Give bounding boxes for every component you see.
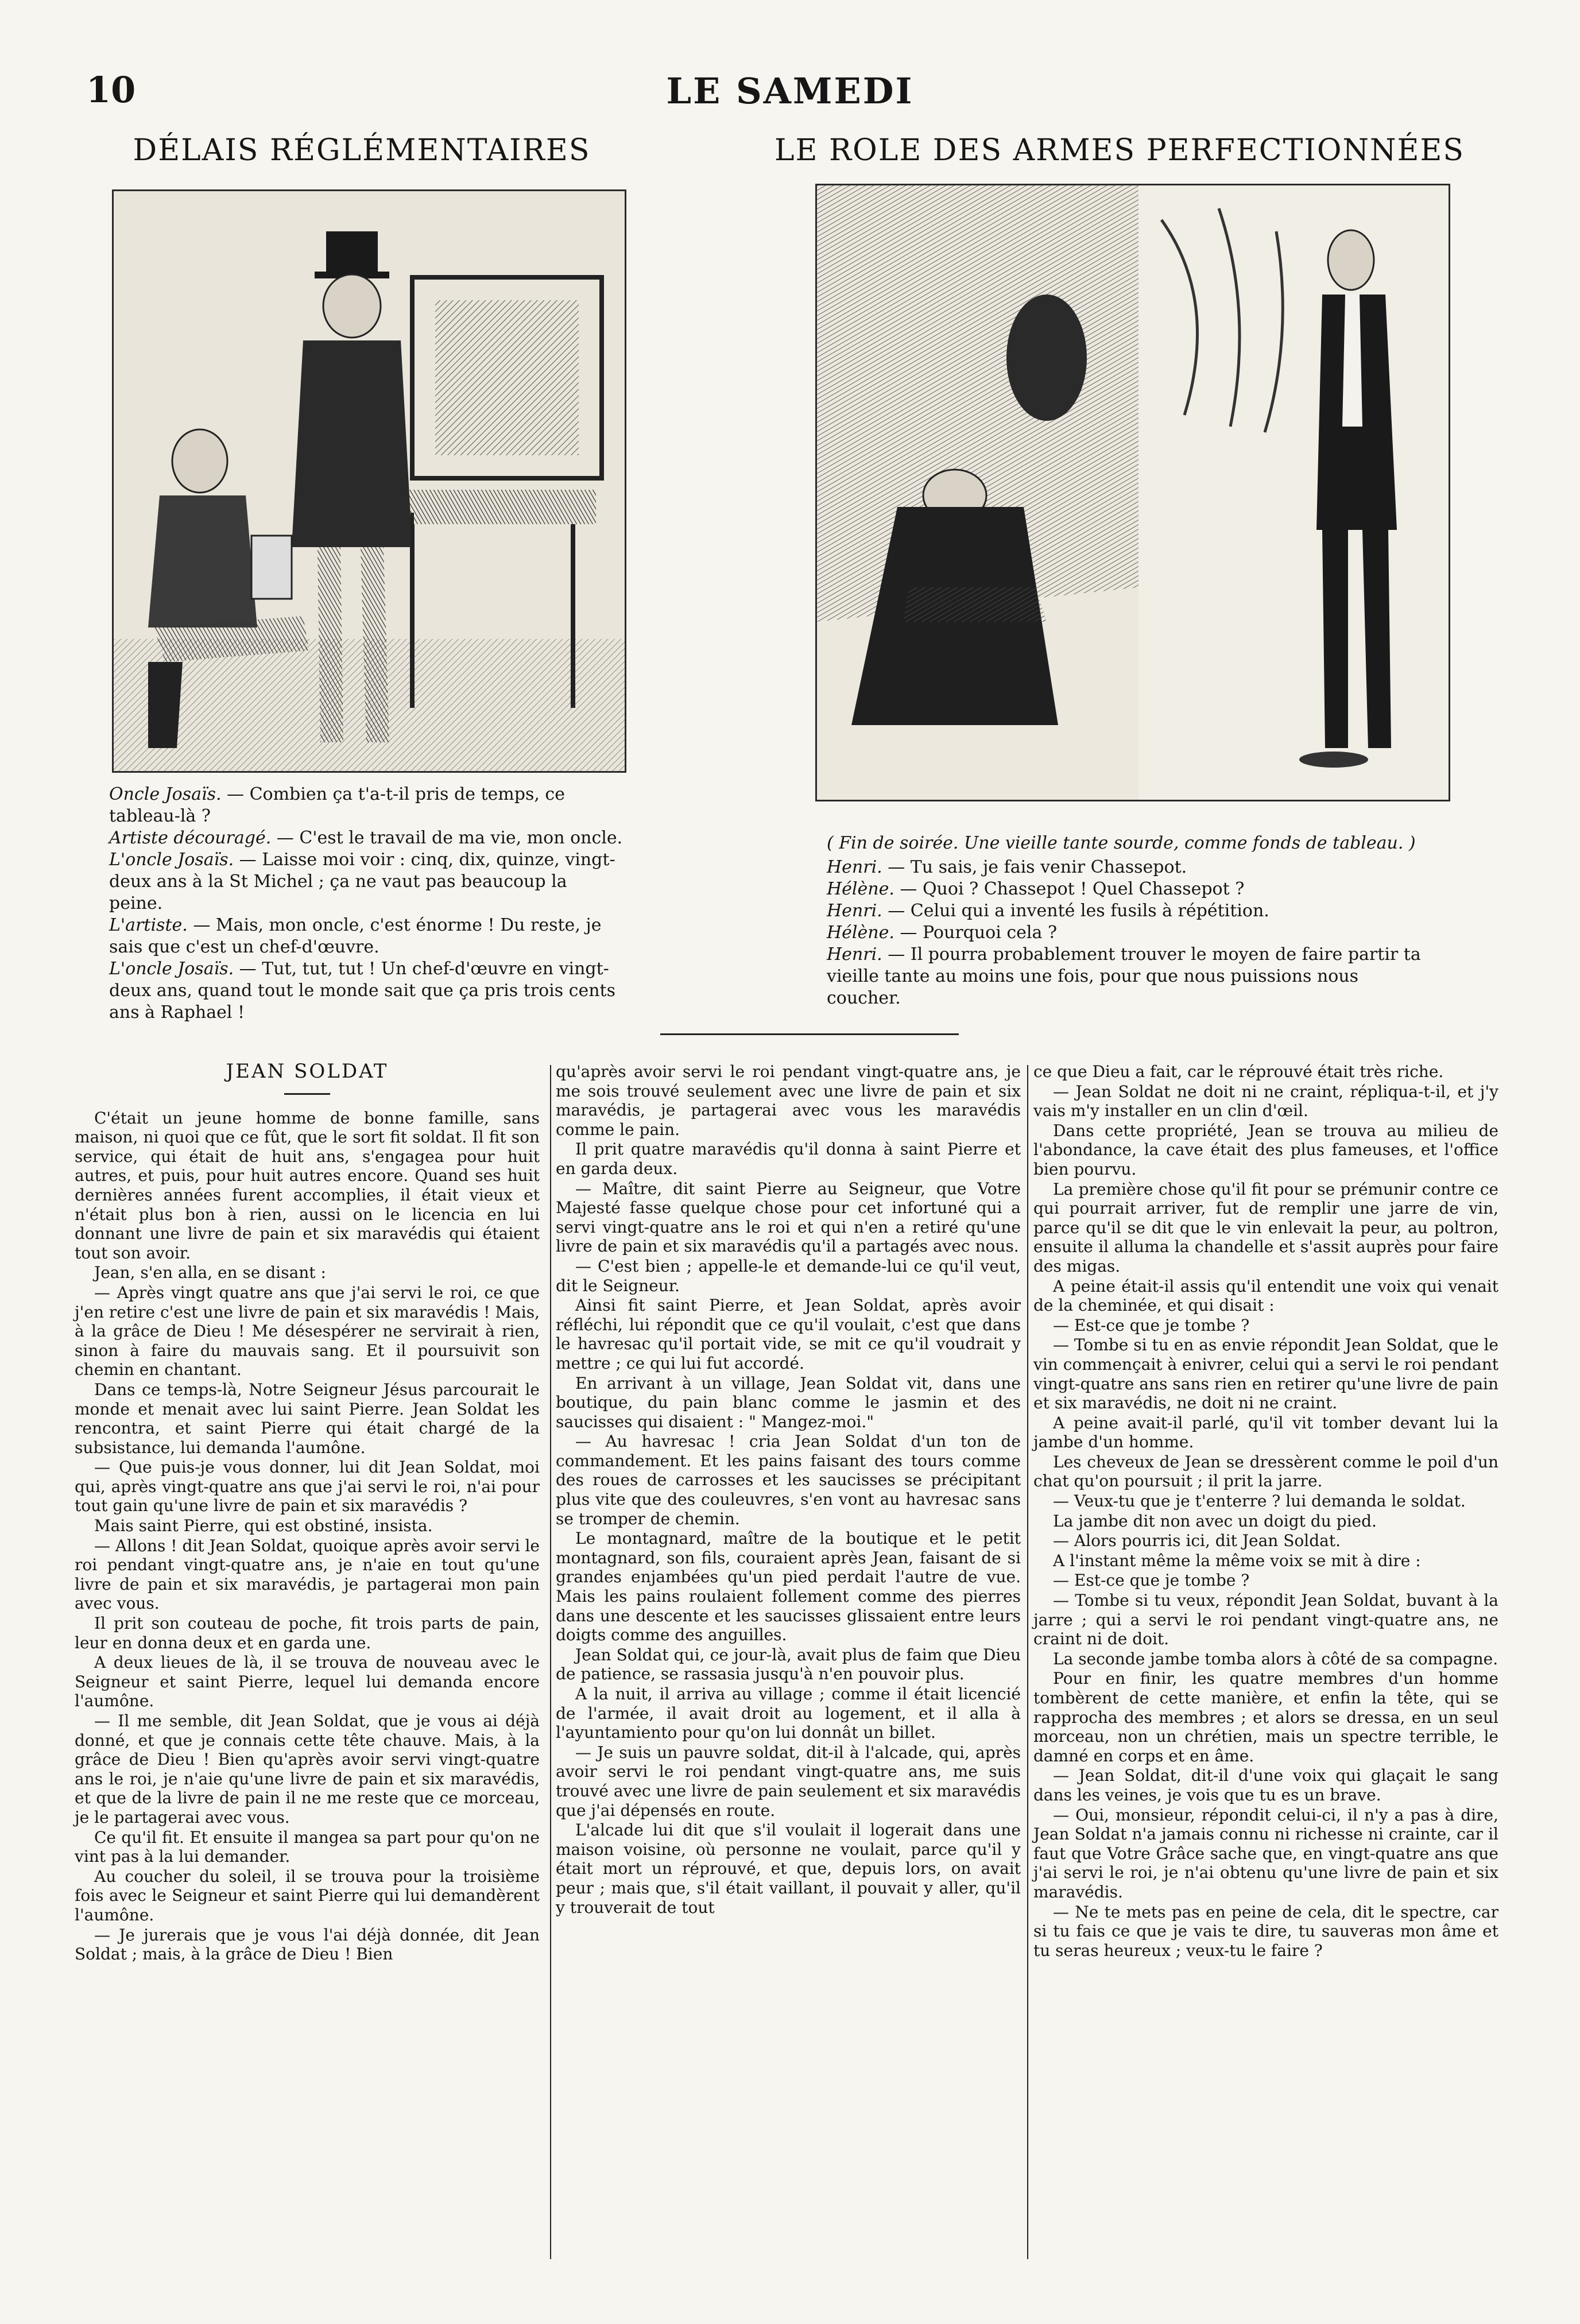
title-rule xyxy=(284,1093,330,1095)
caption-text: — Il pourra probablement trouver le moyen de faire partir ta vieille tante au moins une fois, pour que nous puissions nous coucher. xyxy=(827,944,1421,1008)
paragraph: Ce qu'il fit. Et ensuite il mangea sa part pour qu'on ne vint pas à la lui demander. xyxy=(75,1827,540,1866)
salon-engraving xyxy=(817,185,1449,800)
paragraph: — Que puis-je vous donner, lui dit Jean Soldat, moi qui, après vingt-quatre ans que j'ai servi le roi, n'ai pour tout gain qu'une livre de pain et six maravédis ? xyxy=(75,1458,540,1516)
right-cartoon-title: LE ROLE DES ARMES PERFECTIONNÉES xyxy=(774,133,1465,168)
paragraph: La première chose qu'il fit pour se prémunir contre ce qui pourrait arriver, fut de remplir une jarre de vin, parce qu'il se dit que le vin enlevait la peur, au poltron, ensuite il alluma la chandelle et s'assit auprès pour faire des migas. xyxy=(1033,1179,1498,1276)
paragraph: — Veux-tu que je t'enterre ? lui demanda le soldat. xyxy=(1053,1492,1466,1511)
speaker-label: Hélène. xyxy=(827,923,894,943)
speaker-label: Henri. xyxy=(827,857,882,877)
paragraph: — Tombe si tu en as envie répondit Jean Soldat, que le vin commençait à enivrer, celui qui a servi le roi pendant vingt-quatre ans sans rien en retirer qu'une livre de pain et six maravédis, ne doit ni ne craint. xyxy=(1033,1335,1498,1413)
paragraph: — Maître, dit saint Pierre au Seigneur, que Votre Majesté fasse quelque chose pour cet infortuné qui a servi vingt-quatre ans le roi et qui n'en a retiré qu'une livre de pain et six maravédis qu'il a partagés avec nous. xyxy=(556,1179,1021,1256)
paragraph: Les cheveux de Jean se dressèrent comme le poil d'un chat qu'on poursuit ; il prit la jarre. xyxy=(1033,1452,1498,1491)
caption-line xyxy=(827,900,1435,922)
caption-line xyxy=(109,849,626,915)
column-text xyxy=(1033,1062,1498,1960)
paragraph: L'alcade lui dit que s'il voulait il logerait dans une maison voisine, où personne ne voulait, parce qu'il y était mort un réprouvé, et que, depuis lors, on avait peur ; mais que, s'il était vaillant, il pouvait y aller, qu'il y trouverait de tout xyxy=(556,1821,1021,1917)
paragraph: A l'instant même la même voix se mit à dire : xyxy=(1053,1551,1421,1570)
speaker-label: Artiste découragé. xyxy=(109,828,272,848)
paragraph: Au coucher du soleil, il se trouva pour la troisième fois avec le Seigneur et saint Pierre qui lui demandèrent l'aumône. xyxy=(75,1866,540,1924)
paragraph: — Tombe si tu veux, répondit Jean Soldat, buvant à la jarre ; qui a servi le roi pendant vingt-quatre ans, ne craint ni de doit. xyxy=(1033,1591,1498,1649)
paragraph: Ainsi fit saint Pierre, et Jean Soldat, après avoir réfléchi, lui répondit que ce qu'il voulait, c'est que dans le havresac qu'il portait vide, se mit ce qu'il voudrait y mettre ; ce qui lui fut accordé. xyxy=(556,1296,1021,1373)
paragraph: En arrivant à un village, Jean Soldat vit, dans une boutique, du pain blanc comme le jasmin et des saucisses qui disaient : " Mangez-moi." xyxy=(556,1373,1021,1431)
caption-line xyxy=(109,827,626,849)
paragraph: — Je suis un pauvre soldat, dit-il à l'alcade, qui, après avoir servi le roi pendant vingt-quatre ans, me suis trouvé avec une livre de pain seulement et six maravédis que j'ai dépensés en route. xyxy=(556,1742,1021,1820)
caption-text: — Laisse moi voir : cinq, dix, quinze, vingt-deux ans à la St Michel ; ça ne vaut pas beaucoup la peine. xyxy=(109,850,615,913)
column-rule xyxy=(550,1065,551,2259)
masthead: LE SAMEDI xyxy=(666,70,914,112)
caption-text: — Mais, mon oncle, c'est énorme ! Du reste, je sais que c'est un chef-d'œuvre. xyxy=(109,915,602,957)
paragraph: Le montagnard, maître de la boutique et le petit montagnard, son fils, couraient après Jean, faisant de si grandes enjambées qu'un pied perdait l'autre de vue. Mais les pains roulaient follement comme des pierres dans une descente et les saucisses glissaient entre leurs doigts comme des anguilles. xyxy=(556,1529,1021,1645)
speaker-label: L'oncle Josaïs. xyxy=(109,959,234,979)
column-text xyxy=(556,1062,1021,1917)
paragraph: — Au havresac ! cria Jean Soldat d'un ton de commandement. Et les pains faisant des tours comme des roues de carrosses et les saucisses se précipitant plus vite que des couleuvres, s'en vont au havresac sans se tromper de chemin. xyxy=(556,1432,1021,1528)
story-column-3 xyxy=(1033,1062,1498,1961)
paragraph: — Alors pourris ici, dit Jean Soldat. xyxy=(1053,1531,1341,1551)
caption-line xyxy=(109,784,626,827)
paragraph: — Est-ce que je tombe ? xyxy=(1053,1571,1250,1590)
paragraph: Pour en finir, les quatre membres d'un homme tombèrent de cette manière, et enfin la tête, qui se rapprocha des membres ; et alors se dressa, en un seul morceau, non un chrétien, mais un spectre terrible, le damné en corps et en âme. xyxy=(1033,1669,1498,1765)
speaker-label: Henri. xyxy=(827,944,882,965)
story-column-1 xyxy=(75,1062,540,1965)
left-cartoon-title: DÉLAIS RÉGLÉMENTAIRES xyxy=(133,133,591,168)
paragraph: — Je jurerais que je vous l'ai déjà donnée, dit Jean Soldat ; mais, à la grâce de Dieu ! Bien xyxy=(75,1925,540,1964)
caption-line xyxy=(827,922,1435,944)
speaker-label: L'oncle Josaïs. xyxy=(109,850,234,870)
caption-line xyxy=(827,944,1435,1009)
left-cartoon-picture xyxy=(112,189,626,773)
paragraph: — Oui, monsieur, répondit celui-ci, il n'y a pas à dire, Jean Soldat n'a jamais connu ni richesse ni crainte, car il faut que Votre Grâce sache que, en vingt-quatre ans que j'ai servi le roi, je n'ai obtenu qu'une livre de pain et six maravédis. xyxy=(1033,1805,1498,1901)
column-rule xyxy=(1027,1065,1028,2259)
speaker-label: L'artiste. xyxy=(109,915,188,935)
caption-text: — Celui qui a inventé les fusils à répétition. xyxy=(882,901,1269,921)
paragraph: — Jean Soldat ne doit ni ne craint, répliqua-t-il, et j'y vais m'y installer en un clin d'œil. xyxy=(1033,1082,1498,1121)
caption-text: — C'est le travail de ma vie, mon oncle. xyxy=(271,828,623,848)
caption-line xyxy=(109,915,626,958)
paragraph: — Il me semble, dit Jean Soldat, que je vous ai déjà donné, et que je connais cette tête chauve. Mais, à la grâce de Dieu ! Bien qu'après avoir servi vingt-quatre ans le roi, je n'aie qu'une livre de pain et six maravédis, et que de la livre de pain il ne me reste que ce morceau, je le partagerai avec vous. xyxy=(75,1711,540,1827)
paragraph: — Est-ce que je tombe ? xyxy=(1053,1315,1250,1335)
caption-text: — Pourquoi cela ? xyxy=(894,923,1058,943)
studio-engraving xyxy=(114,191,625,771)
caption-intro: ( Fin de soirée. Une vieille tante sourde, comme fonds de tableau. ) xyxy=(827,833,1416,853)
paragraph: Jean, s'en alla, en se disant : xyxy=(94,1263,326,1283)
caption-line xyxy=(827,857,1435,878)
paragraph: Jean Soldat qui, ce jour-là, avait plus de faim que Dieu de patience, se rassasia jusqu'à n'en pouvoir plus. xyxy=(556,1645,1021,1684)
page-number: 10 xyxy=(86,69,136,111)
paragraph: Dans ce temps-là, Notre Seigneur Jésus parcourait le monde et menait avec lui saint Pierre. Jean Soldat les rencontra, et saint Pierre qui était chargé de la subsistance, lui demanda l'aumône. xyxy=(75,1380,540,1457)
caption-text: — Combien ça t'a-t-il pris de temps, ce tableau-là ? xyxy=(109,784,565,826)
speaker-label: Henri. xyxy=(827,901,882,921)
paragraph: Dans cette propriété, Jean se trouva au milieu de l'abondance, la cave était des plus fameuses, et l'office bien pourvu. xyxy=(1033,1121,1498,1179)
right-cartoon-caption xyxy=(827,832,1435,1009)
right-cartoon-picture xyxy=(815,184,1450,801)
paragraph: C'était un jeune homme de bonne famille, sans maison, ni quoi que ce fût, que le sort fit soldat. Il fit son service, qui était de huit ans, s'engagea pour huit autres, et puis, pour huit autres encore. Quand ses huit dernières années furent accomplies, il était vieux et n'était plus bon à rien, aussi on le licencia en lui donnant une livre de pain et six maravédis qui étaient tout son avoir. xyxy=(75,1108,540,1262)
paragraph: A la nuit, il arriva au village ; comme il était licencié de l'armée, il avait droit au logement, et il alla à l'ayuntamiento pour qu'on lui donnât un billet. xyxy=(556,1684,1021,1742)
caption-line xyxy=(827,878,1435,900)
paragraph: — Ne te mets pas en peine de cela, dit le spectre, car si tu fais ce que je vais te dire, tu sauveras mon âme et tu seras heureux ; veux-tu le faire ? xyxy=(1033,1902,1498,1960)
speaker-label: Oncle Josaïs. xyxy=(109,784,222,804)
story-column-2 xyxy=(556,1062,1021,1918)
paragraph: — C'est bien ; appelle-le et demande-lui ce qu'il veut, dit le Seigneur. xyxy=(556,1256,1021,1295)
paragraph: — Jean Soldat, dit-il d'une voix qui glaçait le sang dans les veines, je vois que tu es un brave. xyxy=(1033,1766,1498,1804)
left-cartoon-caption xyxy=(109,784,626,1024)
paragraph: Il prit son couteau de poche, fit trois parts de pain, leur en donna deux et en garda une. xyxy=(75,1614,540,1652)
column-text xyxy=(75,1109,540,1964)
paragraph: La jambe dit non avec un doigt du pied. xyxy=(1053,1511,1377,1531)
caption-text: — Tu sais, je fais venir Chassepot. xyxy=(882,857,1187,877)
caption-text: — Quoi ? Chassepot ! Quel Chassepot ? xyxy=(894,879,1245,899)
paragraph: — Allons ! dit Jean Soldat, quoique après avoir servi le roi pendant vingt-quatre ans, je n'aie en tout qu'une livre de pain et six maravédis, je partagerai mon pain avec vous. xyxy=(75,1536,540,1613)
paragraph: qu'après avoir servi le roi pendant vingt-quatre ans, je me sois trouvé seulement avec une livre de pain et six maravédis, je partagerai avec vous les maravédis comme le pain. xyxy=(556,1062,1021,1139)
paragraph: Mais saint Pierre, qui est obstiné, insista. xyxy=(94,1516,433,1536)
caption-line xyxy=(109,958,626,1024)
section-divider xyxy=(660,1033,959,1035)
paragraph: — Après vingt quatre ans que j'ai servi le roi, ce que j'en retire c'est une livre de pain et six maravédis ! Mais, à la grâce de Dieu ! Me désespérer ne servirait à rien, sinon à faire du mauvais sang. Et il poursuivit son chemin en chantant. xyxy=(75,1283,540,1380)
paragraph: A peine était-il assis qu'il entendit une voix qui venait de la cheminée, et qui disait : xyxy=(1033,1276,1498,1315)
paragraph: A peine avait-il parlé, qu'il vit tomber devant lui la jambe d'un homme. xyxy=(1033,1413,1498,1452)
paragraph: A deux lieues de là, il se trouva de nouveau avec le Seigneur et saint Pierre, lequel lui demanda encore l'aumône. xyxy=(75,1653,540,1711)
paragraph: Il prit quatre maravédis qu'il donna à saint Pierre et en garda deux. xyxy=(556,1140,1021,1178)
speaker-label: Hélène. xyxy=(827,879,894,899)
paragraph: ce que Dieu a fait, car le réprouvé était très riche. xyxy=(1033,1062,1444,1081)
story-title: JEAN SOLDAT xyxy=(226,1060,389,1083)
paragraph: La seconde jambe tomba alors à côté de sa compagne. xyxy=(1053,1649,1498,1668)
caption-text: — Tut, tut, tut ! Un chef-d'œuvre en vingt-deux ans, quand tout le monde sait que ça pris trois cents ans à Raphael ! xyxy=(109,959,616,1022)
